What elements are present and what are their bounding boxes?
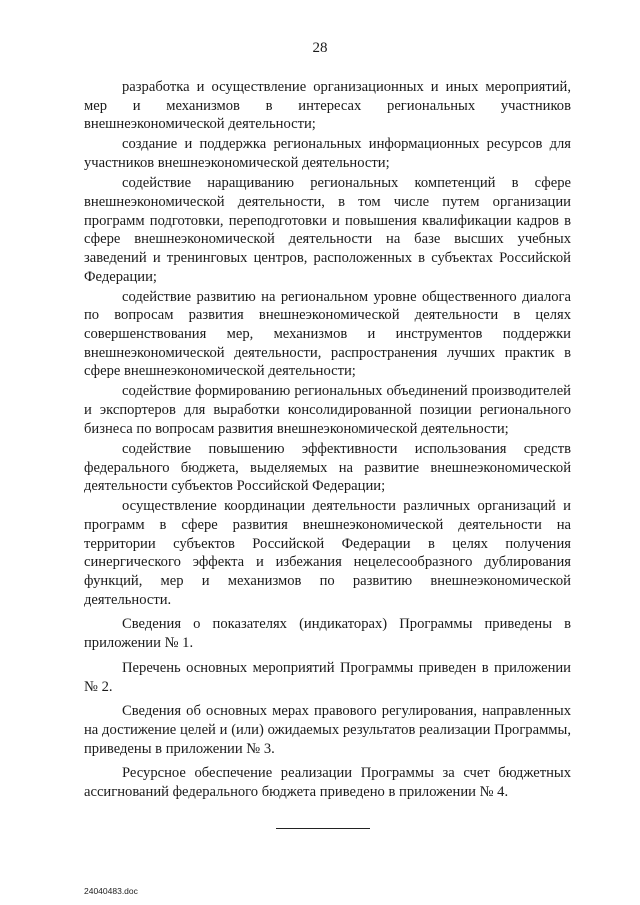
document-id: 24040483.doc xyxy=(84,886,138,896)
paragraph: создание и поддержка региональных информационных ресурсов для участников внешнеэкономической деятельности; xyxy=(84,136,571,172)
page-number: 28 xyxy=(312,40,328,56)
paragraph: Перечень основных мероприятий Программы приведен в приложении № 2. xyxy=(84,659,571,695)
paragraph: разработка и осуществление организационных и иных мероприятий, мер и механизмов в интересах региональных участников внешнеэкономической деятельности; xyxy=(84,79,571,133)
document-body xyxy=(84,78,571,803)
paragraph: содействие развитию на региональном уровне общественного диалога по вопросам развития внешнеэкономической деятельности в целях совершенствования мер, механизмов и инструментов поддержки внешнеэкономической деятельности, распространения лучших практик в сфере внешнеэкономической деятельности; xyxy=(84,288,571,380)
end-separator-line xyxy=(276,828,370,829)
paragraph: содействие повышению эффективности использования средств федерального бюджета, выделяемых на развитие внешнеэкономической деятельности субъектов Российской Федерации; xyxy=(84,440,571,495)
paragraph: содействие формированию региональных объединений производителей и экспортеров для выработки консолидированной позиции регионального бизнеса по вопросам развития внешнеэкономической деятельности; xyxy=(84,383,571,437)
paragraph: Ресурсное обеспечение реализации Программы за счет бюджетных ассигнований федерального бюджета приведено в приложении № 4. xyxy=(84,765,571,801)
paragraph: осуществление координации деятельности различных организаций и программ в сфере развития внешнеэкономической деятельности на территории субъектов Российской Федерации в целях получения синергического эффекта и избежания нецелесообразного дублирования функций, мер и механизмов по развитию внешнеэкономической деятельности. xyxy=(84,498,571,608)
paragraph: содействие наращиванию региональных компетенций в сфере внешнеэкономической деятельности, в том числе путем организации программ подготовки, переподготовки и повышения квалификации кадров в сфере внешнеэкономической деятельности на базе высших учебных заведений и тренинговых центров, расположенных в субъектах Российской Федерации; xyxy=(84,175,571,285)
paragraph: Сведения о показателях (индикаторах) Программы приведены в приложении № 1. xyxy=(84,616,571,652)
paragraph: Сведения об основных мерах правового регулирования, направленных на достижение целей и (или) ожидаемых результатов реализации Программы, приведены в приложении № 3. xyxy=(84,703,571,757)
